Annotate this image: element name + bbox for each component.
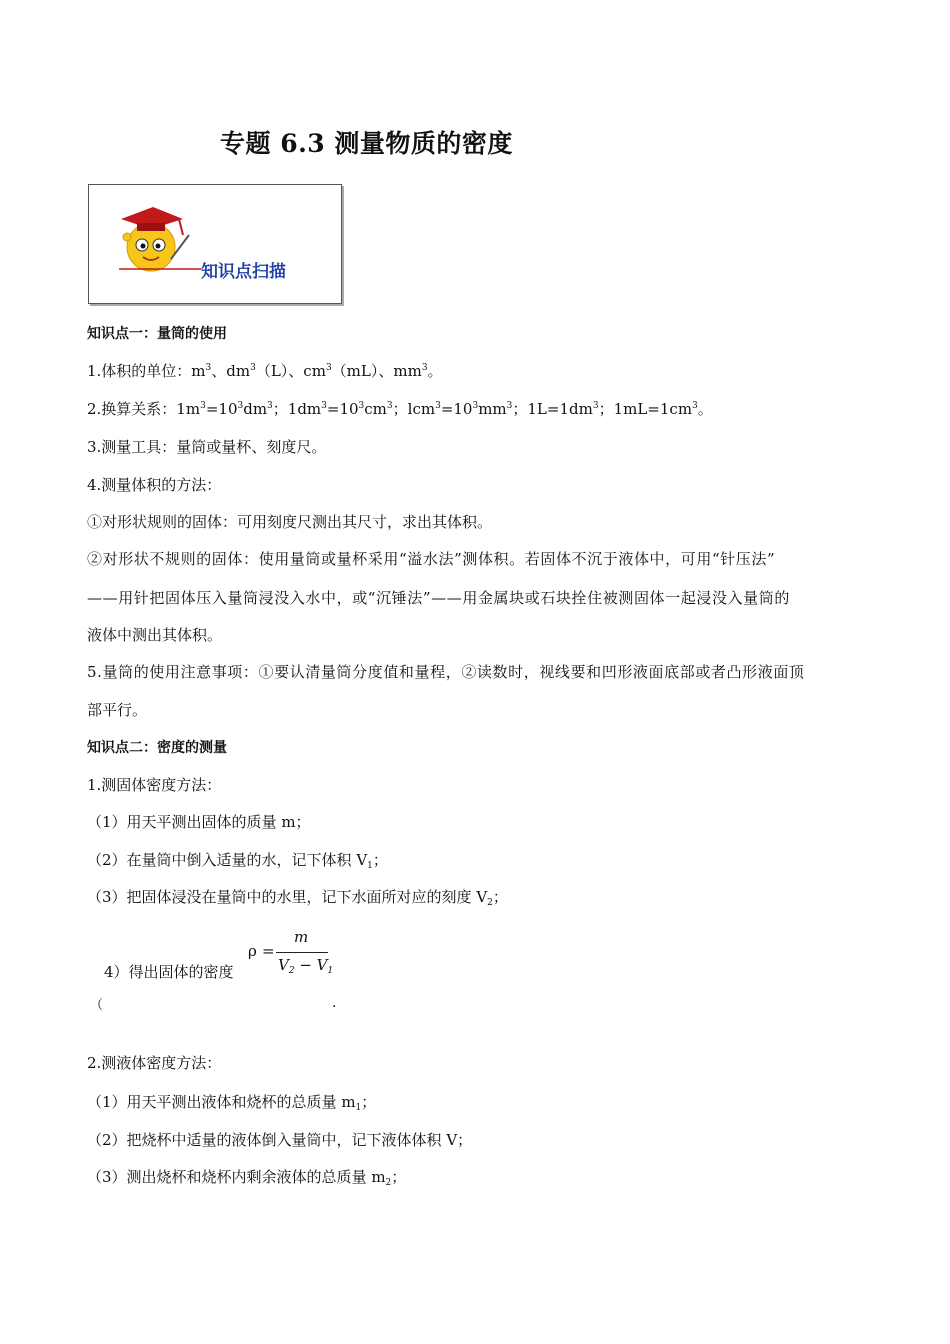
solid-step-3: （3）把固体浸没在量筒中的水里，记下水面所对应的刻度 $V_2$； — [87, 888, 508, 908]
solid-step-2: （2）在量筒中倒入适量的水，记下体积 $V_1$； — [87, 851, 388, 871]
formula-period: . — [332, 995, 337, 1011]
irregular-solid-line-3: 液体中测出其体积。 — [87, 626, 223, 644]
liquid-step-3: （3）测出烧杯和烧杯内剩余液体的总质量 $m_2$； — [87, 1168, 407, 1188]
solid-step-4-paren: （ — [90, 998, 104, 1013]
knowledge-scan-banner — [88, 184, 342, 304]
section2-heading: 知识点二：密度的测量 — [87, 740, 227, 756]
formula-equals: = — [262, 942, 275, 960]
liquid-step-1: （1）用天平测出液体和烧杯的总质量 $m_1$； — [87, 1093, 377, 1113]
methods-heading-line: 4.测量体积的方法： — [87, 476, 222, 494]
formula-fraction-bar — [276, 952, 328, 953]
banner-label: 知识点扫描 — [201, 262, 286, 282]
irregular-solid-line-2: ——用针把固体压入量筒浸没入水中，或“沉锤法”——用金属块或石块拴住被测固体一起浸没入量筒的 — [87, 589, 790, 607]
solid-density-title: 1.测固体密度方法： — [87, 776, 222, 794]
cylinder-notes-line-2: 部平行。 — [87, 701, 148, 719]
tools-line: 3.测量工具：量筒或量杯、刻度尺。 — [87, 438, 327, 456]
volume-units-line: 1.体积的单位：$m^3$、$dm^3(L)$、$cm^3(mL)$、$mm^3$。 — [87, 362, 443, 380]
formula-rho: ρ — [248, 942, 257, 960]
regular-solid-line: ①对形状规则的固体：可用刻度尺测出其尺寸，求出其体积。 — [87, 513, 493, 531]
formula-numerator: m — [294, 928, 309, 946]
liquid-density-title: 2.测液体密度方法： — [87, 1054, 222, 1072]
section1-heading: 知识点一：量筒的使用 — [87, 326, 227, 342]
page-title: 专题 6.3 测量物质的密度 — [220, 129, 513, 158]
liquid-step-2: （2）把烧杯中适量的液体倒入量筒中，记下液体体积 V； — [87, 1131, 473, 1149]
graduation-mascot-icon — [89, 185, 341, 303]
unit-conversion-line: 2.换算关系：$1m^3=10^3dm^3$；$1dm^3=10^3cm^3$；$lcm^3=10^3mm^3$；$1L=1dm^3$；$1mL=1cm^3$。 — [87, 400, 713, 418]
solid-step-4: 4）得出固体的密度 — [104, 963, 234, 981]
formula-denominator: $V_2 - V_1$ — [278, 956, 334, 976]
solid-step-1: （1）用天平测出固体的质量 m； — [87, 813, 311, 831]
irregular-solid-line: ②对形状不规则的固体：使用量筒或量杯采用“溢水法”测体积。若固体不沉于液体中，可用“针压法” — [87, 550, 776, 568]
cylinder-notes-line: 5.量筒的使用注意事项：①要认清量筒分度值和量程，②读数时，视线要和凹形液面底部或者凸形液面顶 — [87, 663, 805, 681]
